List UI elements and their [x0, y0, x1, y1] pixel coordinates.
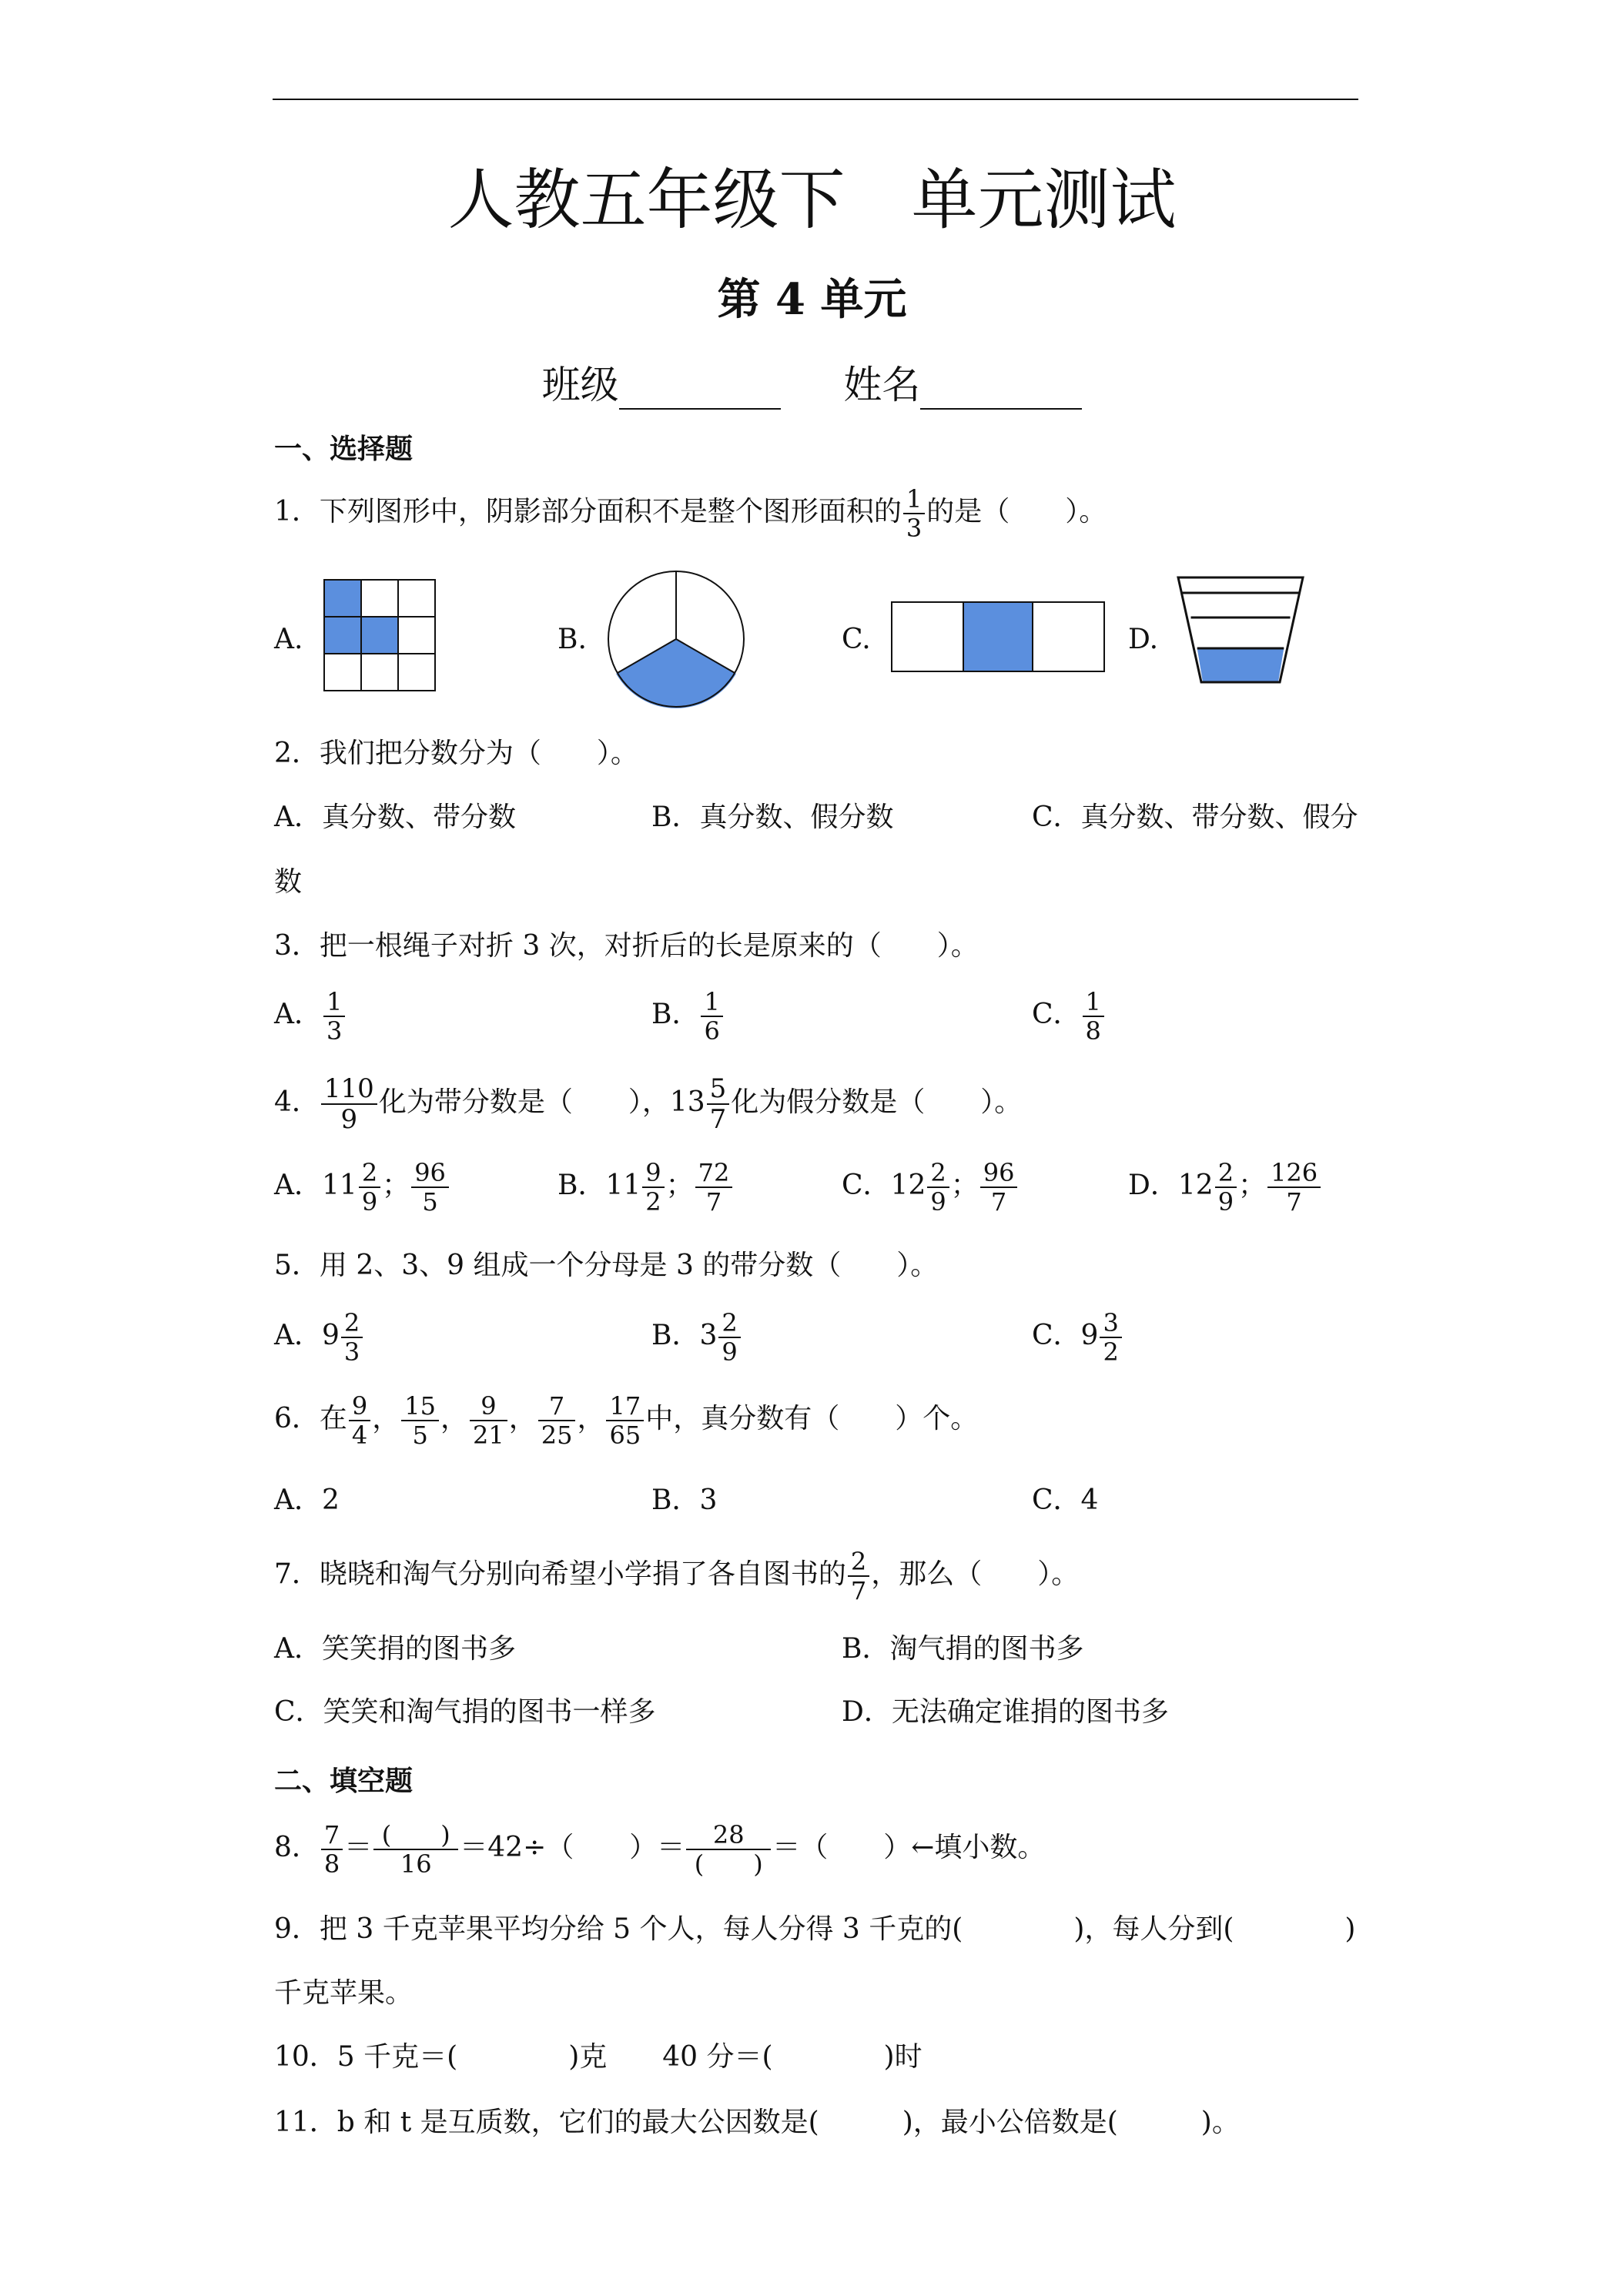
q1-option-b-label[interactable]: B.	[558, 624, 587, 655]
question-1-text: 1．下列图形中，阴影部分面积不是整个图形面积的	[274, 496, 902, 527]
q1-option-a-label[interactable]: A.	[274, 624, 303, 655]
question-5: 5．用 2、3、9 组成一个分母是 3 的带分数（ ）。	[274, 1250, 939, 1281]
q1-option-d-label[interactable]: D.	[1128, 624, 1159, 655]
q4-option-a[interactable]: A．11 $\frac{2}{9}$ ； $\frac{96}{5}$	[274, 1159, 450, 1216]
question-1-fraction: $\frac{1}{3}$	[903, 485, 925, 542]
unit-subtitle: 第 4 单元	[717, 274, 907, 325]
question-1	[274, 485, 1107, 542]
q1-option-c-label[interactable]: C.	[842, 624, 871, 655]
question-11: 11．b 和 t 是互质数，它们的最大公因数是( )，最小公倍数是( )。	[274, 2107, 1240, 2138]
q5-option-b[interactable]: B．3 $\frac{2}{9}$	[651, 1309, 742, 1366]
circle-sector-shaded	[616, 639, 736, 708]
q1-figure-a-grid	[323, 579, 439, 693]
student-info-line	[0, 354, 1624, 410]
class-label: 班级	[541, 363, 619, 407]
question-9: 9．把 3 千克苹果平均分给 5 个人，每人分得 3 千克的( )，每人分到( )	[274, 1913, 1356, 1945]
header-rule	[273, 99, 1358, 100]
q4-option-b[interactable]: B．11 $\frac{9}{2}$ ； $\frac{72}{7}$	[558, 1159, 734, 1216]
question-7: 7．晓晓和淘气分别向希望小学捐了各自图书的 $\frac{2}{7}$ ，那么（ ）。	[274, 1547, 1080, 1605]
trapezoid-band-shaded	[1197, 648, 1284, 682]
q4-option-d[interactable]: D．12 $\frac{2}{9}$ ； $\frac{126}{7}$	[1128, 1159, 1322, 1216]
q3-option-a[interactable]: A． $\frac{1}{3}$	[274, 988, 347, 1045]
q7-option-d[interactable]: D．无法确定谁捐的图书多	[842, 1696, 1169, 1728]
q8-blank-1[interactable]: ( )	[373, 1821, 458, 1850]
q4-option-c[interactable]: C．12 $\frac{2}{9}$ ； $\frac{96}{7}$	[842, 1159, 1019, 1216]
q5-option-c[interactable]: C．9 $\frac{3}{2}$	[1032, 1309, 1123, 1366]
class-blank[interactable]	[619, 370, 781, 410]
q7-option-b[interactable]: B．淘气捐的图书多	[842, 1633, 1084, 1665]
grid-cell-shaded	[324, 617, 360, 653]
q7-option-a[interactable]: A．笑笑捐的图书多	[274, 1633, 516, 1665]
q2-option-c-wrap: 数	[274, 866, 303, 898]
name-label: 姓名	[843, 363, 921, 407]
q1-figure-b-circle	[607, 570, 745, 708]
q2-option-a[interactable]: A．真分数、带分数	[274, 802, 516, 833]
section-heading-fill: 二、填空题	[274, 1766, 414, 1797]
grid-cell-shaded	[324, 580, 360, 616]
question-2: 2．我们把分数分为（ ）。	[274, 738, 638, 769]
q1-figure-c-rectangle	[890, 601, 1106, 674]
question-3: 3．把一根绳子对折 3 次，对折后的长是原来的（ ）。	[274, 930, 979, 962]
question-1-suffix: 的是（ ）。	[926, 496, 1107, 527]
question-4: 4． $\frac{110}{9}$ 化为带分数是（ ），13 $\frac{5}{7}$ 化为假分数是（ ）。	[274, 1073, 1023, 1135]
question-8: 8． $\frac{7}{8}$ ＝ $\frac{( )}{16}$ ＝42÷（ ）＝ $\frac{28}{( )}$ ＝（ ）←填小数。	[274, 1820, 1046, 1879]
rectangle-part-shaded	[963, 602, 1033, 671]
q7-option-c[interactable]: C．笑笑和淘气捐的图书一样多	[274, 1696, 656, 1728]
q2-option-b[interactable]: B．真分数、假分数	[651, 802, 894, 833]
page-title: 人教五年级下 单元测试	[447, 162, 1177, 239]
q8-blank-2[interactable]: ( )	[694, 1849, 763, 1879]
grid-cell-shaded	[361, 617, 397, 653]
q3-option-c[interactable]: C． $\frac{1}{8}$	[1032, 988, 1106, 1045]
q3-option-b[interactable]: B． $\frac{1}{6}$	[651, 988, 725, 1045]
q5-option-a[interactable]: A．9 $\frac{2}{3}$	[274, 1309, 364, 1366]
q1-figure-d-trapezoid	[1177, 576, 1304, 685]
question-6: 6．在 $\frac{9}{4}$ ， $\frac{15}{5}$ ， $\frac{9}{21}$ ， $\frac{7}{25}$ ， $\frac{17}{65}$ 中，真分数有（ ）个。	[274, 1391, 979, 1450]
question-10: 10．5 千克＝( )克 40 分＝( )时	[274, 2041, 922, 2073]
section-heading-choice: 一、选择题	[274, 433, 414, 465]
q6-option-b[interactable]: B．3	[651, 1484, 718, 1516]
name-blank[interactable]	[920, 370, 1082, 410]
q2-option-c[interactable]: C．真分数、带分数、假分	[1032, 802, 1358, 833]
question-9-continued: 千克苹果。	[274, 1977, 414, 2009]
q6-option-c[interactable]: C．4	[1032, 1484, 1099, 1516]
q6-option-a[interactable]: A．2	[274, 1484, 340, 1516]
